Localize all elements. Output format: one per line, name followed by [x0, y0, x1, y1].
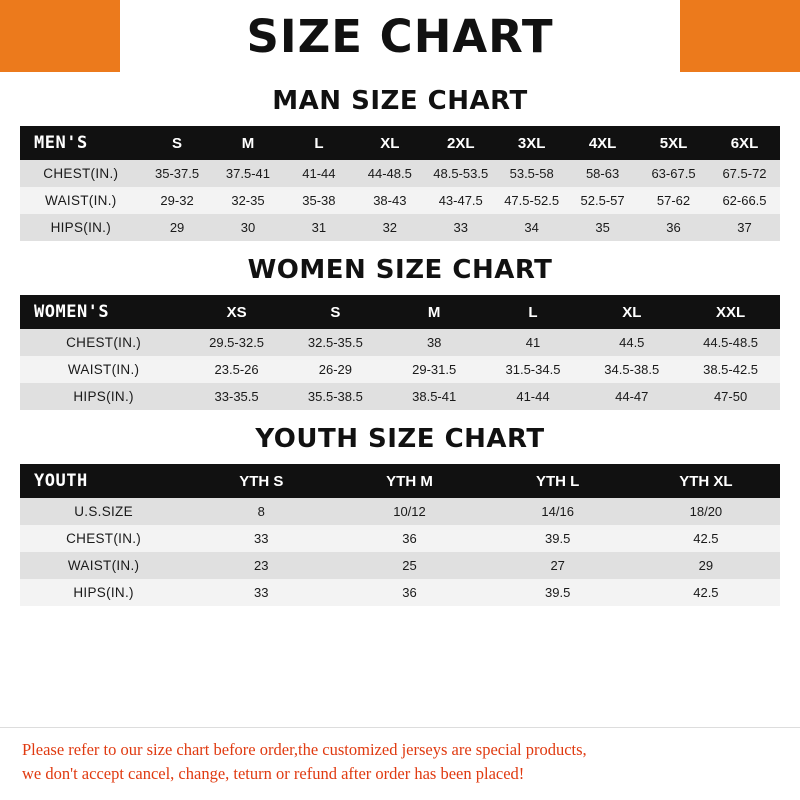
table-cell: 52.5-57	[567, 187, 638, 214]
table-cell: 34	[496, 214, 567, 241]
table-body	[20, 498, 780, 606]
table-cell: 41-44	[484, 383, 583, 410]
section-title-women: WOMEN SIZE CHART	[247, 255, 553, 285]
column-header: S	[286, 295, 385, 329]
column-header: YOUTH	[20, 464, 187, 498]
table-cell: 23	[187, 552, 335, 579]
table-cell: 32.5-35.5	[286, 329, 385, 356]
table-row	[20, 187, 780, 214]
table-row	[20, 160, 780, 187]
table-cell: 44.5	[582, 329, 681, 356]
table-cell: 33	[187, 525, 335, 552]
table-cell: 35-37.5	[142, 160, 213, 187]
row-label: HIPS(IN.)	[20, 383, 187, 410]
table-header-row	[20, 464, 780, 498]
table-cell: 38.5-42.5	[681, 356, 780, 383]
table-cell: 18/20	[632, 498, 780, 525]
table-header-row	[20, 126, 780, 160]
table-cell: 58-63	[567, 160, 638, 187]
header-banner-inner	[120, 0, 680, 72]
header-banner	[0, 0, 800, 72]
section-man	[0, 86, 800, 241]
table-cell: 39.5	[484, 525, 632, 552]
table-cell: 33	[187, 579, 335, 606]
table-cell: 36	[638, 214, 709, 241]
row-label: HIPS(IN.)	[20, 214, 142, 241]
table-cell: 29-31.5	[385, 356, 484, 383]
table-cell: 30	[213, 214, 284, 241]
table-head	[20, 295, 780, 329]
column-header: S	[142, 126, 213, 160]
table-header-row	[20, 295, 780, 329]
table-head	[20, 126, 780, 160]
table-women-size-chart	[20, 295, 780, 410]
table-cell: 44-48.5	[354, 160, 425, 187]
table-row	[20, 498, 780, 525]
table-cell: 34.5-38.5	[582, 356, 681, 383]
column-header: YTH XL	[632, 464, 780, 498]
table-cell: 35.5-38.5	[286, 383, 385, 410]
table-cell: 37.5-41	[213, 160, 284, 187]
table-cell: 38.5-41	[385, 383, 484, 410]
footer-note-line-1: Please refer to our size chart before order,the customized jerseys are special products,	[22, 740, 587, 760]
table-cell: 38	[385, 329, 484, 356]
table-cell: 57-62	[638, 187, 709, 214]
table-cell: 29-32	[142, 187, 213, 214]
footer-note-line-2: we don't accept cancel, change, teturn or refund after order has been placed!	[22, 764, 525, 784]
column-header: XXL	[681, 295, 780, 329]
table-cell: 29.5-32.5	[187, 329, 286, 356]
column-header: 4XL	[567, 126, 638, 160]
table-cell: 48.5-53.5	[425, 160, 496, 187]
table-cell: 33-35.5	[187, 383, 286, 410]
table-cell: 53.5-58	[496, 160, 567, 187]
table-cell: 27	[484, 552, 632, 579]
table-cell: 44-47	[582, 383, 681, 410]
column-header: YTH M	[335, 464, 483, 498]
table-cell: 33	[425, 214, 496, 241]
table-cell: 41	[484, 329, 583, 356]
table-cell: 25	[335, 552, 483, 579]
column-header: WOMEN'S	[20, 295, 187, 329]
section-title-youth: YOUTH SIZE CHART	[255, 424, 545, 454]
column-header: 6XL	[709, 126, 780, 160]
table-cell: 37	[709, 214, 780, 241]
table-row	[20, 214, 780, 241]
column-header: L	[484, 295, 583, 329]
table-cell: 35-38	[283, 187, 354, 214]
table-cell: 36	[335, 525, 483, 552]
table-cell: 10/12	[335, 498, 483, 525]
table-cell: 26-29	[286, 356, 385, 383]
row-label: WAIST(IN.)	[20, 356, 187, 383]
table-cell: 43-47.5	[425, 187, 496, 214]
row-label: CHEST(IN.)	[20, 160, 142, 187]
column-header: 5XL	[638, 126, 709, 160]
table-cell: 67.5-72	[709, 160, 780, 187]
table-cell: 14/16	[484, 498, 632, 525]
row-label: CHEST(IN.)	[20, 525, 187, 552]
table-man-size-chart	[20, 126, 780, 241]
column-header: M	[213, 126, 284, 160]
table-cell: 41-44	[283, 160, 354, 187]
column-header: 3XL	[496, 126, 567, 160]
row-label: WAIST(IN.)	[20, 552, 187, 579]
table-row	[20, 329, 780, 356]
table-cell: 39.5	[484, 579, 632, 606]
table-cell: 42.5	[632, 525, 780, 552]
column-header: M	[385, 295, 484, 329]
column-header: MEN'S	[20, 126, 142, 160]
table-cell: 31	[283, 214, 354, 241]
table-row	[20, 383, 780, 410]
section-title-man: MAN SIZE CHART	[272, 86, 528, 116]
column-header: YTH S	[187, 464, 335, 498]
table-cell: 63-67.5	[638, 160, 709, 187]
row-label: CHEST(IN.)	[20, 329, 187, 356]
table-cell: 42.5	[632, 579, 780, 606]
table-cell: 44.5-48.5	[681, 329, 780, 356]
table-cell: 38-43	[354, 187, 425, 214]
table-cell: 32	[354, 214, 425, 241]
table-cell: 32-35	[213, 187, 284, 214]
table-row	[20, 356, 780, 383]
table-cell: 23.5-26	[187, 356, 286, 383]
table-head	[20, 464, 780, 498]
column-header: YTH L	[484, 464, 632, 498]
page-title: SIZE CHART	[246, 9, 554, 63]
table-cell: 36	[335, 579, 483, 606]
table-cell: 47.5-52.5	[496, 187, 567, 214]
table-cell: 35	[567, 214, 638, 241]
table-cell: 8	[187, 498, 335, 525]
column-header: XS	[187, 295, 286, 329]
column-header: XL	[354, 126, 425, 160]
table-cell: 62-66.5	[709, 187, 780, 214]
table-row	[20, 525, 780, 552]
footer-note	[0, 727, 800, 800]
table-cell: 31.5-34.5	[484, 356, 583, 383]
table-row	[20, 579, 780, 606]
table-cell: 47-50	[681, 383, 780, 410]
table-youth-size-chart	[20, 464, 780, 606]
column-header: XL	[582, 295, 681, 329]
row-label: U.S.SIZE	[20, 498, 187, 525]
table-cell: 29	[632, 552, 780, 579]
row-label: HIPS(IN.)	[20, 579, 187, 606]
table-body	[20, 329, 780, 410]
column-header: 2XL	[425, 126, 496, 160]
table-row	[20, 552, 780, 579]
row-label: WAIST(IN.)	[20, 187, 142, 214]
column-header: L	[283, 126, 354, 160]
table-cell: 29	[142, 214, 213, 241]
section-women	[0, 255, 800, 410]
table-body	[20, 160, 780, 241]
section-youth	[0, 424, 800, 606]
